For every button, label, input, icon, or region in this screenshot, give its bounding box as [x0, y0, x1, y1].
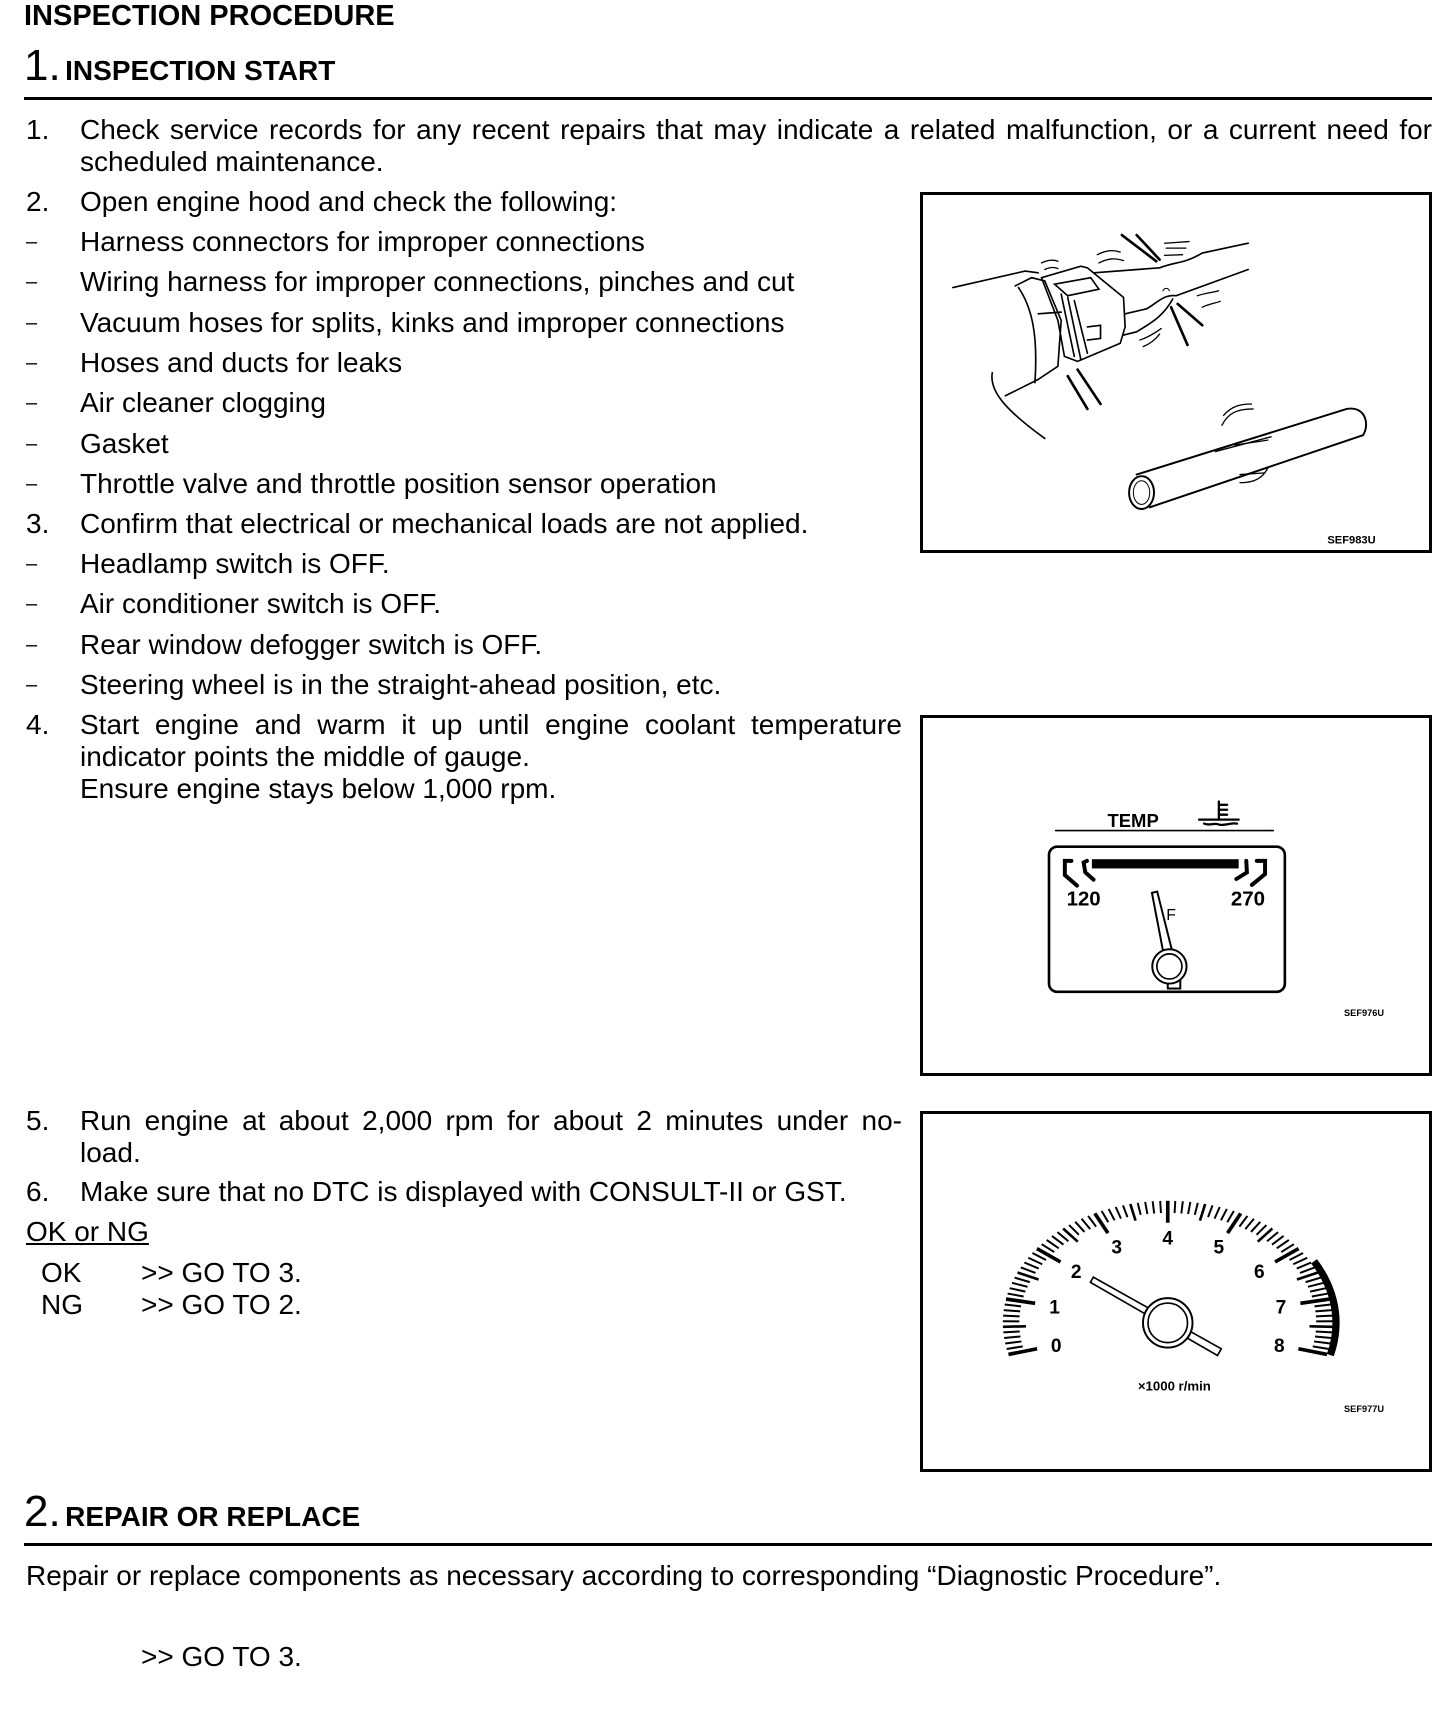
- tach-minor-tick: [1300, 1267, 1315, 1273]
- tach-scale-label: 6: [1254, 1262, 1265, 1284]
- section-1-heading: [24, 43, 335, 99]
- page-title: INSPECTION PROCEDURE: [24, 0, 395, 32]
- tach-minor-tick: [1010, 1288, 1026, 1291]
- tach-minor-tick: [1239, 1216, 1247, 1227]
- temp-high-label: 270: [1230, 887, 1265, 911]
- tach-minor-tick: [1314, 1341, 1330, 1343]
- bullet-dash: –: [26, 673, 38, 696]
- bullet-dash: –: [26, 472, 38, 495]
- tach-scale-label: 3: [1111, 1237, 1123, 1259]
- step-text: Confirm that electrical or mechanical loads are not applied.: [80, 508, 809, 539]
- tach-minor-tick: [1075, 1222, 1084, 1232]
- tach-minor-tick: [1297, 1263, 1311, 1269]
- section-number: 1.: [24, 41, 61, 90]
- tach-minor-tick: [1308, 1283, 1324, 1287]
- checklist-item: Wiring harness for improper connections, pinches and cut: [80, 266, 795, 298]
- tach-minor-tick: [1160, 1201, 1161, 1213]
- tach-minor-tick: [1109, 1209, 1115, 1220]
- tach-major-tick: [1300, 1299, 1329, 1303]
- tach-major-tick: [1095, 1213, 1108, 1233]
- temp-unit-label: F: [1166, 907, 1176, 925]
- tach-major-tick: [1006, 1299, 1035, 1303]
- tach-minor-tick: [1251, 1222, 1260, 1232]
- step-text: Ensure engine stays below 1,000 rpm.: [80, 773, 557, 804]
- tach-minor-tick: [1088, 1216, 1096, 1227]
- tach-minor-tick: [1277, 1240, 1289, 1248]
- tach-major-tick: [1037, 1249, 1061, 1262]
- tach-minor-tick: [1181, 1201, 1183, 1213]
- tach-minor-tick: [1227, 1211, 1234, 1222]
- figure-label: SEF976U: [1344, 1007, 1385, 1018]
- tach-minor-tick: [1116, 1207, 1121, 1219]
- step-text: Open engine hood and check the following:: [80, 186, 618, 217]
- tach-scale-label: 8: [1273, 1336, 1285, 1358]
- ng-action-link[interactable]: >> GO TO 2.: [141, 1289, 302, 1320]
- tachometer-illustration: [923, 1114, 1429, 1469]
- bullet-dash: –: [26, 553, 38, 575]
- step-text: Run engine at about 2,000 rpm for about 2 minutes under no-: [80, 1105, 902, 1136]
- tach-minor-tick: [1015, 1278, 1030, 1283]
- tach-minor-tick: [1310, 1326, 1333, 1327]
- tach-minor-tick: [1315, 1336, 1331, 1338]
- tach-minor-tick: [1316, 1331, 1332, 1332]
- checklist-item: Steering wheel is in the straight-ahead position, etc.: [80, 668, 722, 700]
- section-title: REPAIR OR REPLACE: [65, 1501, 361, 1532]
- step-text: load.: [80, 1137, 141, 1168]
- tach-scale-label: 4: [1162, 1228, 1174, 1250]
- tach-minor-tick: [1310, 1288, 1326, 1291]
- tach-minor-tick: [1315, 1310, 1331, 1311]
- tach-minor-tick: [1102, 1211, 1109, 1222]
- tach-minor-tick: [1221, 1209, 1227, 1220]
- goto-action-link[interactable]: >> GO TO 3.: [141, 1641, 302, 1672]
- checklist-item: Harness connectors for improper connections: [80, 226, 645, 257]
- result-heading: OK or NG: [26, 1216, 149, 1247]
- bullet-dash: –: [26, 311, 38, 334]
- harness-connector-illustration: [923, 195, 1429, 550]
- tach-minor-tick: [1195, 1203, 1198, 1215]
- checklist-item: Vacuum hoses for splits, kinks and improper connections: [80, 306, 785, 338]
- section-2-text: Repair or replace components as necessary according to corresponding “Diagnostic Procedure”.: [26, 1560, 1222, 1591]
- tach-minor-tick: [1257, 1225, 1267, 1235]
- tach-minor-tick: [1200, 1204, 1205, 1221]
- section-divider: [24, 1543, 1432, 1546]
- ok-action-link[interactable]: >> GO TO 3.: [141, 1257, 302, 1288]
- tach-scale-label: 1: [1049, 1297, 1060, 1319]
- tach-minor-tick: [1047, 1240, 1059, 1248]
- checklist-item: Gasket: [80, 427, 169, 459]
- coolant-temperature-icon: [1199, 801, 1239, 824]
- tach-minor-tick: [1024, 1263, 1038, 1269]
- tach-minor-tick: [1145, 1202, 1147, 1214]
- ng-label: NG: [41, 1289, 83, 1320]
- tach-scale-label: 2: [1070, 1262, 1082, 1284]
- checklist-item: Rear window defogger switch is OFF.: [80, 628, 543, 660]
- tach-minor-tick: [1052, 1236, 1064, 1245]
- tach-minor-tick: [1003, 1326, 1026, 1327]
- step-text: Check service records for any recent repairs that may indicate a related malfunction, or a current need for: [80, 114, 1432, 145]
- step-number: 2.: [26, 186, 50, 217]
- tach-major-tick: [1275, 1249, 1299, 1262]
- tach-scale-label: 7: [1275, 1297, 1287, 1319]
- tach-minor-tick: [1293, 1258, 1307, 1265]
- tach-minor-tick: [1313, 1346, 1329, 1349]
- tach-minor-tick: [1316, 1316, 1332, 1317]
- section-number: 2.: [24, 1487, 61, 1536]
- tach-minor-tick: [1005, 1341, 1021, 1343]
- tach-major-tick: [1228, 1213, 1241, 1233]
- ok-label: OK: [41, 1257, 82, 1288]
- tach-minor-tick: [1028, 1258, 1042, 1265]
- checklist-item: Air cleaner clogging: [80, 387, 326, 419]
- section-title: INSPECTION START: [65, 55, 336, 86]
- bullet-dash: –: [26, 633, 38, 656]
- tach-minor-tick: [1315, 1305, 1331, 1307]
- tach-minor-tick: [1175, 1201, 1176, 1213]
- tach-minor-tick: [1069, 1225, 1079, 1235]
- temp-gauge-illustration: [923, 718, 1429, 1073]
- tach-unit-label: ×1000 r/min: [1137, 1378, 1211, 1394]
- bullet-dash: –: [26, 231, 38, 253]
- step-number: 6.: [26, 1176, 50, 1207]
- tach-major-tick: [1008, 1349, 1037, 1355]
- tach-minor-tick: [1138, 1203, 1141, 1215]
- section-divider: [24, 97, 1432, 100]
- tach-minor-tick: [1215, 1207, 1220, 1219]
- bullet-dash: –: [26, 432, 38, 455]
- checklist-item: Air conditioner switch is OFF.: [80, 588, 441, 620]
- tach-major-tick: [1298, 1349, 1327, 1355]
- step-text: scheduled maintenance.: [80, 146, 384, 177]
- tach-minor-tick: [1008, 1294, 1024, 1297]
- tach-minor-tick: [1082, 1219, 1091, 1229]
- checklist-item: Throttle valve and throttle position sensor operation: [80, 467, 717, 499]
- checklist-item: Hoses and ducts for leaks: [80, 346, 403, 378]
- tach-scale-label: 5: [1213, 1237, 1225, 1259]
- tach-minor-tick: [1012, 1283, 1028, 1287]
- tach-minor-tick: [1130, 1204, 1135, 1221]
- step-text: Start engine and warm it up until engine coolant temperature: [80, 709, 902, 740]
- temp-low-label: 120: [1066, 887, 1101, 911]
- tach-minor-tick: [1153, 1201, 1155, 1213]
- tach-minor-tick: [1021, 1267, 1036, 1273]
- tach-minor-tick: [1208, 1205, 1212, 1217]
- tach-minor-tick: [1123, 1205, 1127, 1217]
- tach-minor-tick: [1004, 1336, 1020, 1338]
- figure-tachometer: [920, 1111, 1432, 1472]
- tach-scale-label: 0: [1050, 1336, 1062, 1358]
- step-number: 4.: [26, 709, 50, 740]
- step-text: Make sure that no DTC is displayed with CONSULT-II or GST.: [80, 1176, 847, 1207]
- tach-minor-tick: [1188, 1202, 1190, 1214]
- tach-needle-hub: [1143, 1298, 1192, 1347]
- figure-label: SEF977U: [1344, 1403, 1385, 1414]
- tach-minor-tick: [1272, 1236, 1284, 1245]
- checklist-item: Headlamp switch is OFF.: [80, 548, 390, 579]
- figure-harness-hose: [920, 192, 1432, 553]
- bullet-dash: –: [26, 271, 38, 294]
- tach-minor-tick: [1003, 1331, 1019, 1332]
- tach-minor-tick: [1306, 1278, 1321, 1283]
- tach-minor-tick: [1005, 1305, 1021, 1307]
- step-number: 3.: [26, 508, 50, 539]
- tach-minor-tick: [1003, 1316, 1019, 1317]
- bullet-dash: –: [26, 593, 38, 616]
- step-text: indicator points the middle of gauge.: [80, 741, 530, 772]
- bullet-dash: –: [26, 351, 38, 374]
- tach-minor-tick: [1312, 1294, 1328, 1297]
- section-2-heading: [24, 1489, 360, 1545]
- tach-minor-tick: [1007, 1346, 1023, 1349]
- bullet-dash: –: [26, 392, 38, 415]
- tach-minor-tick: [1004, 1310, 1020, 1311]
- figure-label: SEF983U: [1327, 534, 1376, 547]
- tach-minor-tick: [1245, 1219, 1254, 1229]
- figure-temp-gauge: [920, 715, 1432, 1076]
- temp-gauge-title: TEMP: [1107, 809, 1159, 831]
- step-number: 1.: [26, 114, 50, 145]
- step-number: 5.: [26, 1105, 50, 1136]
